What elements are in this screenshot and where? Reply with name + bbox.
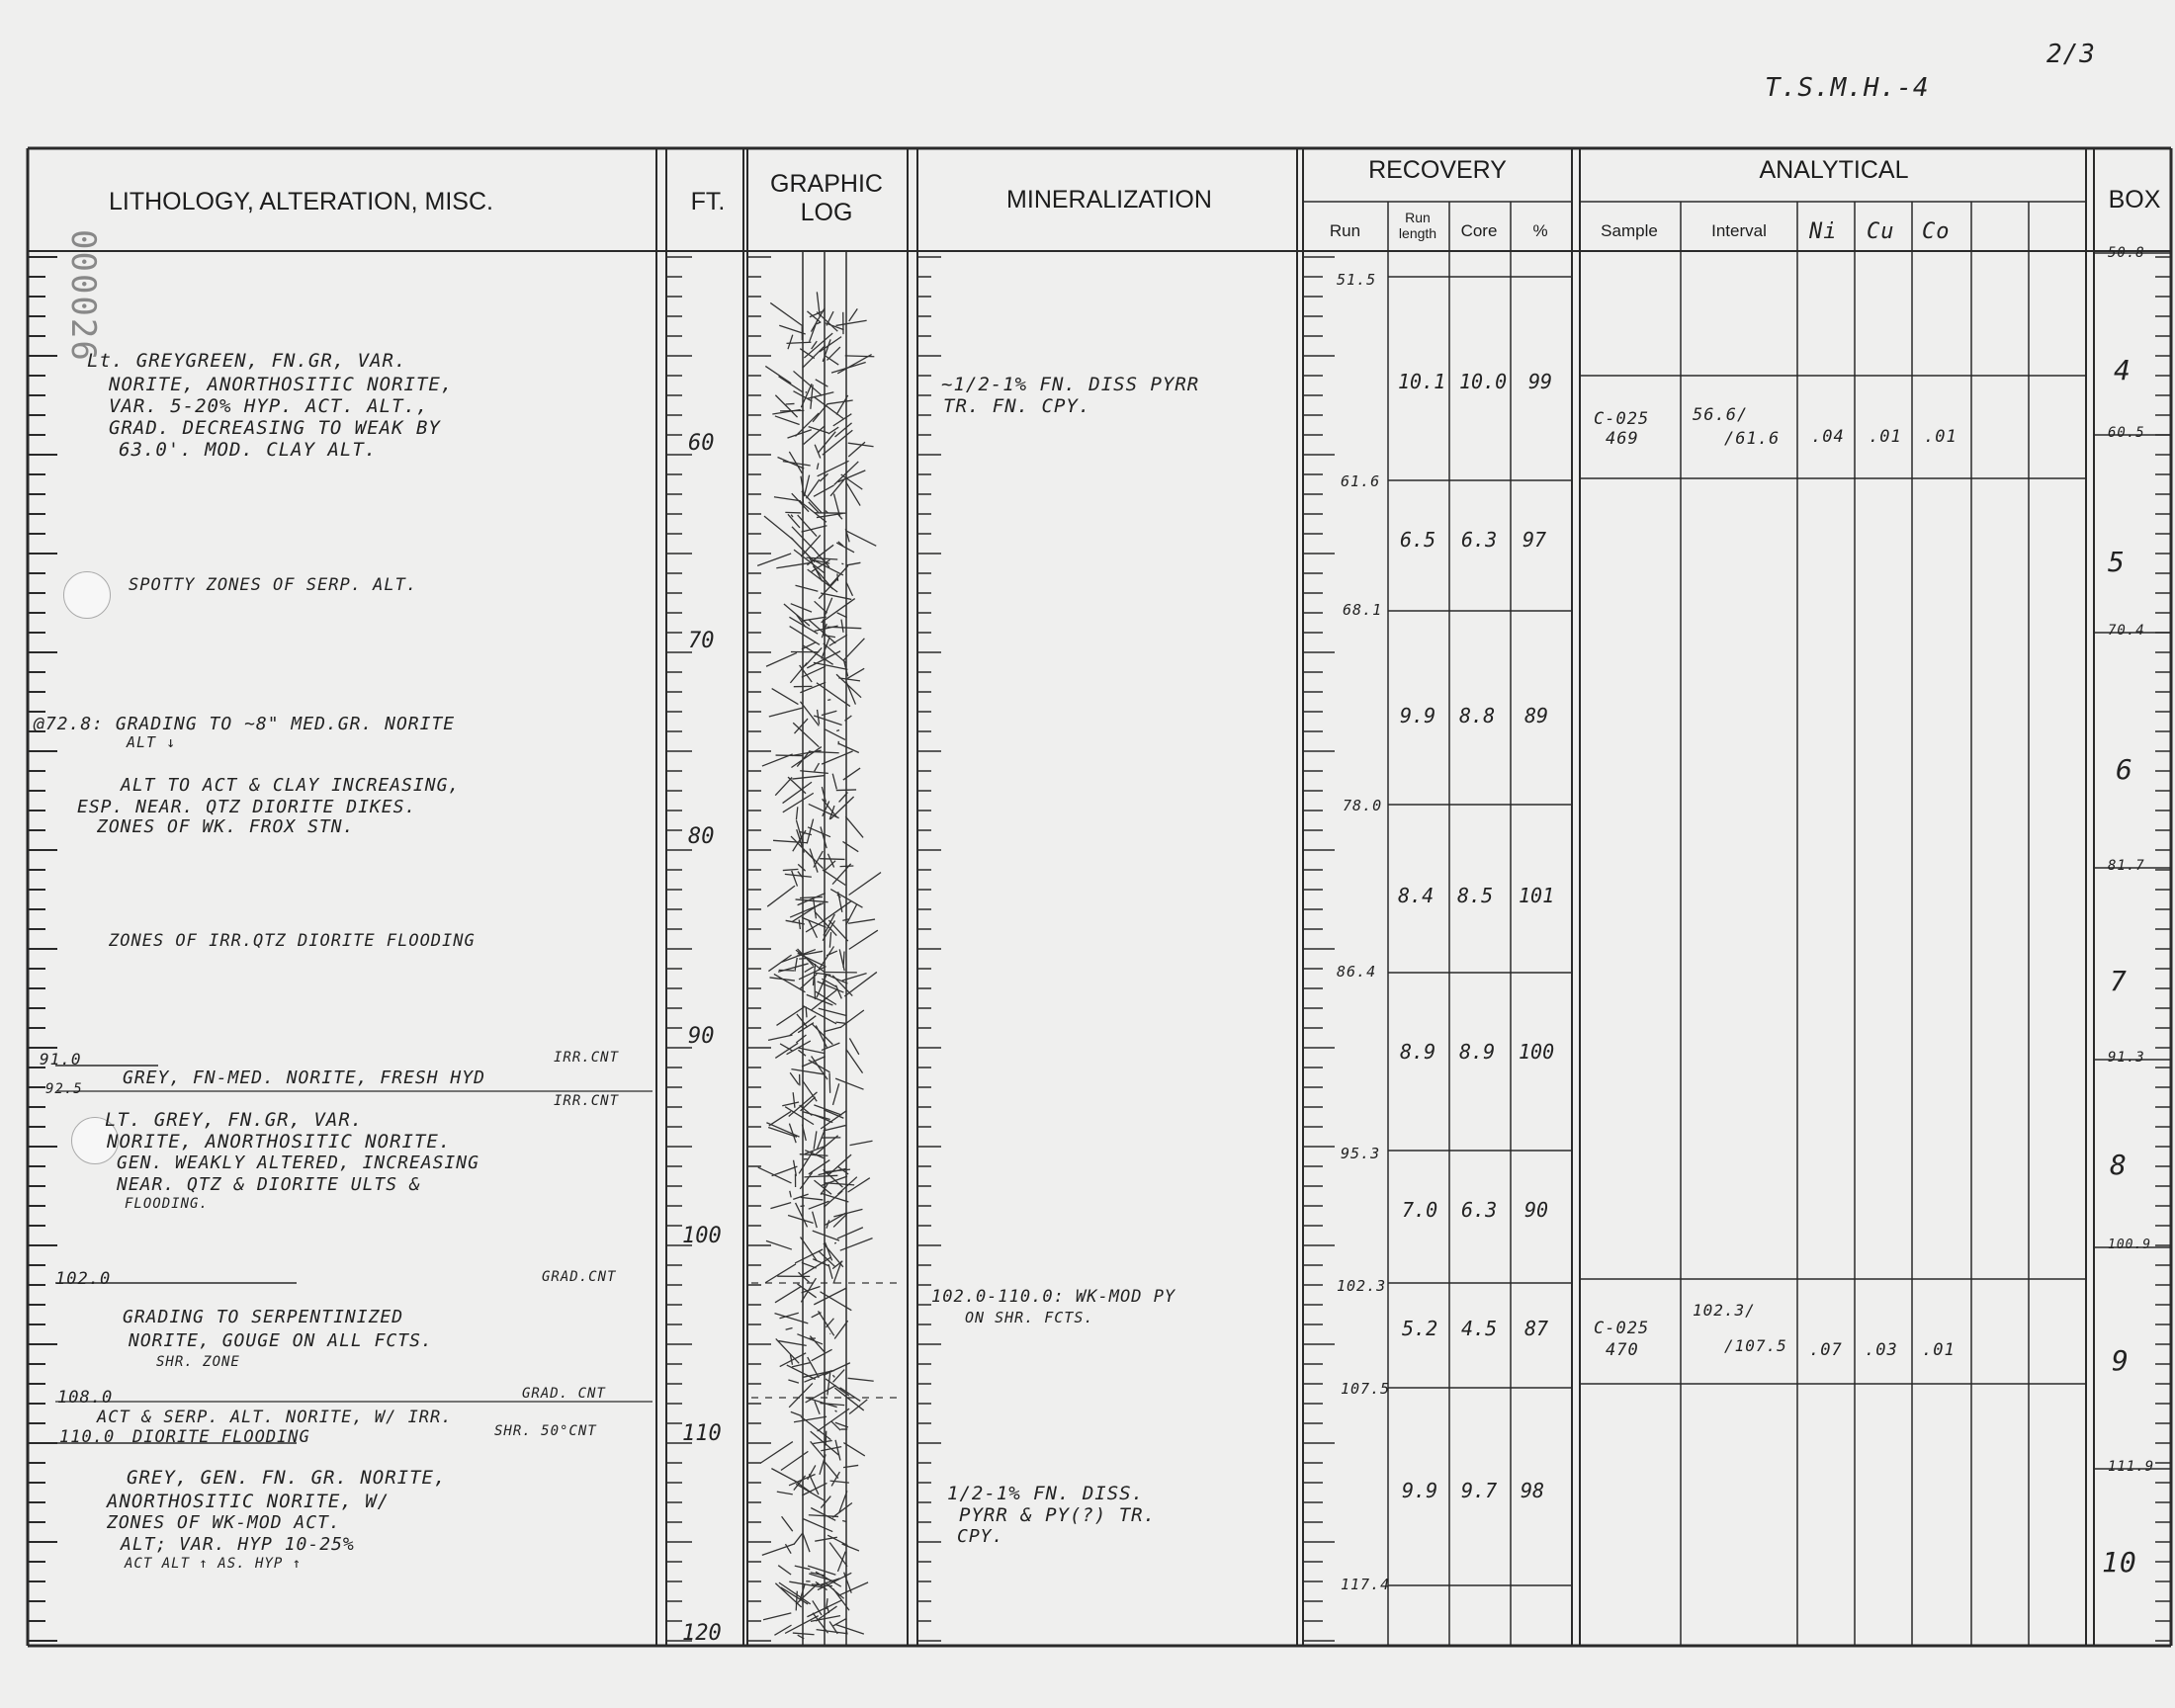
punch-hole-top [63, 571, 111, 619]
lithology-note: GRAD. DECREASING TO WEAK BY [109, 417, 441, 439]
lithology-note: IRR.CNT [554, 1093, 620, 1109]
lithology-note: GEN. WEAKLY ALTERED, INCREASING [117, 1153, 479, 1173]
mineralization-note: ON SHR. FCTS. [965, 1309, 1094, 1326]
box-number: 9 [2112, 1344, 2130, 1377]
box-depth: 70.4 [2108, 623, 2145, 639]
lithology-note: ALT TO ACT & CLAY INCREASING, [121, 775, 461, 796]
box-depth: 91.3 [2108, 1050, 2145, 1066]
depth-label: 110 [682, 1421, 722, 1446]
lithology-note: 91.0 [40, 1050, 82, 1068]
sample-id: C-025 [1594, 409, 1650, 429]
lithology-note: SPOTTY ZONES OF SERP. ALT. [129, 575, 418, 595]
mineralization-note: 1/2-1% FN. DISS. [947, 1483, 1145, 1504]
run-length: 9.9 [1400, 704, 1436, 727]
hole-id: T.S.M.H.-4 [1765, 73, 1930, 103]
run-depth: 107.5 [1341, 1380, 1391, 1398]
lithology-note: NEAR. QTZ & DIORITE ULTS & [117, 1174, 421, 1195]
core-length: 8.9 [1459, 1040, 1496, 1064]
lithology-note: LT. GREY, FN.GR, VAR. [105, 1109, 364, 1131]
lithology-note: ACT & SERP. ALT. NORITE, W/ IRR. [97, 1408, 453, 1427]
box-number: 5 [2108, 546, 2126, 578]
stamp-number: 000026 [63, 229, 103, 363]
header-ft: FT. [690, 188, 726, 215]
depth-label: 90 [688, 1024, 715, 1049]
depth-label: 80 [688, 824, 715, 849]
lithology-note: ZONES OF WK. FROX STN. [97, 816, 355, 837]
header-box: BOX [2108, 186, 2161, 214]
lithology-note: GREY, GEN. FN. GR. NORITE, [127, 1467, 447, 1489]
recovery-percent: 87 [1524, 1317, 1549, 1340]
subheader-ni: Ni [1809, 219, 1838, 244]
co-value: .01 [1924, 427, 1958, 447]
box-number: 6 [2116, 753, 2133, 786]
subheader-core: Core [1460, 221, 1498, 240]
lithology-note: IRR.CNT [554, 1050, 620, 1066]
box-depth: 50.8 [2108, 245, 2145, 261]
header-recovery: RECOVERY [1368, 156, 1507, 184]
depth-label: 70 [688, 629, 715, 653]
run-length: 8.4 [1398, 884, 1435, 907]
subheader-cu: Cu [1867, 219, 1895, 244]
box-number: 7 [2110, 965, 2128, 997]
lithology-note: NORITE, ANORTHOSITIC NORITE. [107, 1131, 452, 1153]
lithology-note: ACT ALT ↑ AS. HYP ↑ [125, 1556, 303, 1572]
ni-value: .04 [1811, 427, 1845, 447]
header-lithology: LITHOLOGY, ALTERATION, MISC. [109, 188, 493, 215]
box-number: 4 [2114, 354, 2132, 386]
lithology-note: GRAD. CNT [522, 1386, 606, 1402]
lithology-note: ALT; VAR. HYP 10-25% [121, 1534, 355, 1555]
lithology-note: DIORITE FLOODING [132, 1427, 310, 1447]
recovery-percent: 89 [1524, 704, 1549, 727]
core-length: 9.7 [1461, 1479, 1498, 1502]
lithology-note: Lt. GREYGREEN, FN.GR, VAR. [87, 350, 407, 372]
core-length: 8.8 [1459, 704, 1496, 727]
run-length: 10.1 [1398, 370, 1446, 393]
lithology-note: FLOODING. [125, 1196, 209, 1212]
mineralization-note: 102.0-110.0: WK-MOD PY [931, 1287, 1176, 1307]
depth-label: 100 [682, 1224, 722, 1248]
subheader-run-length: Run length [1398, 210, 1437, 241]
run-depth: 86.4 [1337, 963, 1377, 981]
run-depth: 78.0 [1343, 797, 1383, 814]
subheader-sample: Sample [1601, 221, 1658, 240]
ni-value: .07 [1809, 1340, 1843, 1360]
lithology-note: 108.0 [57, 1388, 114, 1408]
recovery-percent: 90 [1524, 1198, 1549, 1222]
header-graphic-log: GRAPHIC LOG [770, 170, 883, 226]
depth-label: 60 [688, 431, 715, 456]
mineralization-note: TR. FN. CPY. [943, 395, 1091, 417]
lithology-note: GRADING TO SERPENTINIZED [123, 1307, 404, 1327]
subheader-run: Run [1329, 221, 1361, 240]
lithology-note: ESP. NEAR. QTZ DIORITE DIKES. [77, 797, 417, 817]
sample-number: 469 [1606, 429, 1639, 449]
interval-to: /61.6 [1724, 429, 1781, 449]
core-length: 10.0 [1459, 370, 1508, 393]
box-number: 10 [2102, 1546, 2137, 1579]
run-length: 8.9 [1400, 1040, 1436, 1064]
depth-label: 120 [682, 1621, 722, 1646]
lithology-note: 110.0 [59, 1427, 116, 1447]
subheader-interval: Interval [1711, 221, 1767, 240]
core-length: 4.5 [1461, 1317, 1498, 1340]
lithology-note: ZONES OF IRR.QTZ DIORITE FLOODING [109, 931, 476, 951]
lithology-note: NORITE, ANORTHOSITIC NORITE, [109, 374, 454, 395]
lithology-note: ZONES OF WK-MOD ACT. [107, 1512, 341, 1533]
run-length: 6.5 [1400, 528, 1436, 552]
run-depth: 51.5 [1337, 271, 1377, 289]
lithology-note: GREY, FN-MED. NORITE, FRESH HYD [123, 1068, 485, 1088]
box-depth: 111.9 [2108, 1459, 2155, 1475]
run-depth: 102.3 [1337, 1277, 1387, 1295]
sample-number: 470 [1606, 1340, 1639, 1360]
page-number: 2/3 [2046, 40, 2096, 69]
lithology-note: @72.8: GRADING TO ~8" MED.GR. NORITE [34, 714, 456, 734]
recovery-percent: 101 [1519, 884, 1555, 907]
recovery-percent: 100 [1519, 1040, 1555, 1064]
run-length: 7.0 [1402, 1198, 1438, 1222]
lithology-note: ANORTHOSITIC NORITE, W/ [107, 1491, 391, 1512]
run-depth: 117.4 [1341, 1576, 1391, 1593]
run-depth: 95.3 [1341, 1145, 1381, 1162]
lithology-note: ALT ↓ [127, 733, 177, 751]
lithology-note: SHR. 50°CNT [494, 1423, 597, 1439]
lithology-note: 92.5 [45, 1081, 83, 1097]
core-length: 6.3 [1461, 1198, 1498, 1222]
lithology-note: SHR. ZONE [156, 1354, 240, 1370]
run-length: 9.9 [1402, 1479, 1438, 1502]
run-depth: 68.1 [1343, 601, 1383, 619]
box-depth: 81.7 [2108, 858, 2145, 874]
lithology-note: 102.0 [55, 1269, 112, 1289]
mineralization-note: CPY. [957, 1526, 1004, 1547]
subheader-percent: % [1532, 221, 1548, 240]
cu-value: .01 [1869, 427, 1902, 447]
subheader-co: Co [1922, 219, 1951, 244]
mineralization-note: ~1/2-1% FN. DISS PYRR [941, 374, 1200, 395]
interval-to: /107.5 [1724, 1336, 1787, 1355]
core-length: 8.5 [1457, 884, 1494, 907]
interval-from: 56.6/ [1693, 405, 1749, 425]
co-value: .01 [1922, 1340, 1956, 1360]
run-length: 5.2 [1402, 1317, 1438, 1340]
recovery-percent: 98 [1521, 1479, 1545, 1502]
cu-value: .03 [1865, 1340, 1898, 1360]
header-analytical: ANALYTICAL [1759, 156, 1909, 184]
core-length: 6.3 [1461, 528, 1498, 552]
box-depth: 60.5 [2108, 425, 2145, 441]
box-depth: 100.9 [2108, 1238, 2152, 1252]
sample-id: C-025 [1594, 1319, 1650, 1338]
mineralization-note: PYRR & PY(?) TR. [959, 1504, 1157, 1526]
interval-from: 102.3/ [1693, 1301, 1756, 1320]
box-number: 8 [2110, 1149, 2128, 1181]
run-depth: 61.6 [1341, 472, 1381, 490]
lithology-note: 63.0'. MOD. CLAY ALT. [119, 439, 378, 461]
lithology-note: NORITE, GOUGE ON ALL FCTS. [129, 1330, 433, 1351]
header-mineralization: MINERALIZATION [1006, 186, 1212, 214]
lithology-note: GRAD.CNT [542, 1269, 617, 1285]
lithology-note: VAR. 5-20% HYP. ACT. ALT., [109, 395, 429, 417]
recovery-percent: 99 [1528, 370, 1553, 393]
recovery-percent: 97 [1522, 528, 1547, 552]
